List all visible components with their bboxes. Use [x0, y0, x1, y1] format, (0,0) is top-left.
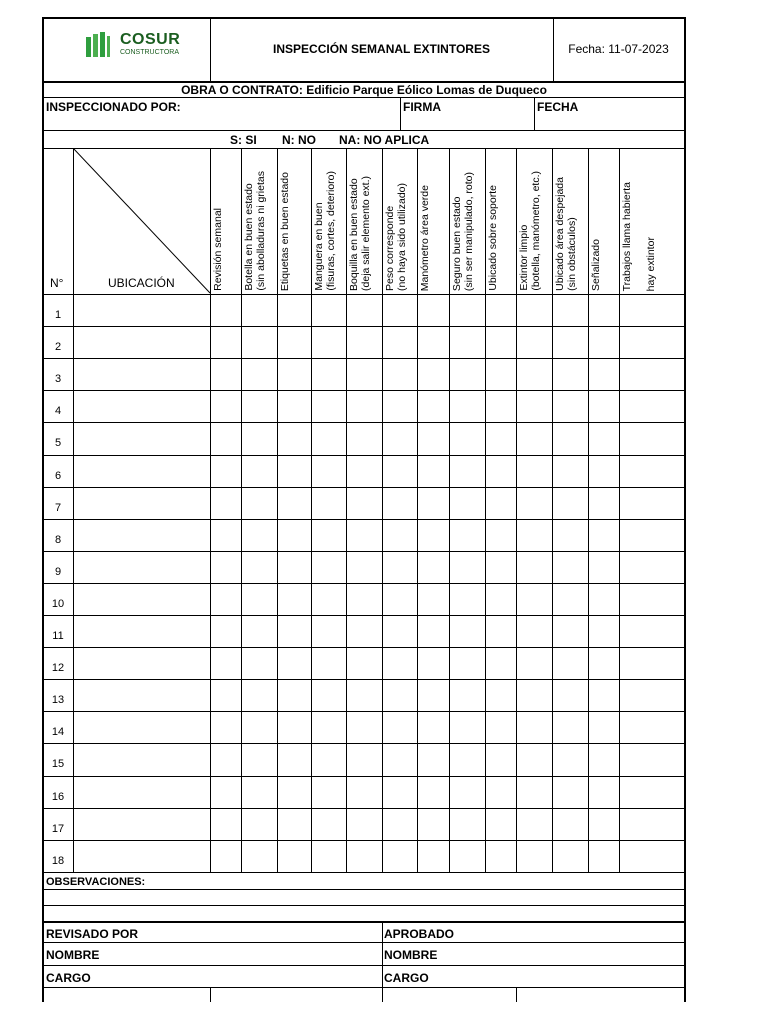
role-right-label: CARGO [384, 971, 429, 985]
approved-label: APROBADO [384, 927, 455, 941]
header-diagonal [73, 148, 211, 294]
table-row[interactable] [43, 744, 685, 774]
company-logo [84, 31, 194, 61]
table-row[interactable] [43, 423, 685, 453]
header-date: Fecha: 11-07-2023 [568, 42, 669, 56]
table-row-number: 5 [54, 437, 62, 450]
role-left-label: CARGO [46, 971, 91, 985]
table-row-number: 4 [54, 405, 62, 418]
table-row-number: 16 [51, 790, 65, 803]
table-row[interactable] [43, 391, 685, 421]
table-row[interactable] [43, 327, 685, 357]
table-row[interactable] [43, 520, 685, 550]
table-row-number: 12 [51, 662, 65, 675]
column-header: Seguro buen estado (sin ser manipulado, roto) [451, 171, 475, 291]
location-header: UBICACIÓN [108, 276, 175, 290]
table-row[interactable] [43, 488, 685, 518]
legend-na: NA: NO APLICA [339, 133, 430, 147]
table-row-number: 11 [52, 630, 64, 642]
table-row-number: 18 [51, 854, 65, 867]
logo-subtitle: CONSTRUCTORA [120, 49, 179, 56]
name-right-label: NOMBRE [384, 948, 438, 962]
table-row-number: 7 [54, 501, 62, 514]
table-row-number: 10 [51, 597, 65, 610]
table-row[interactable] [43, 552, 685, 582]
reviewed-by-label: REVISADO POR [46, 927, 139, 941]
column-header: Extintor limpio (botella, manómetro, etc.) [518, 171, 542, 291]
column-header: Manómetro área verde [419, 184, 431, 291]
legend-si: S: SI [230, 133, 257, 147]
table-row[interactable] [43, 648, 685, 678]
table-row-number: 2 [54, 341, 62, 354]
table-row-number: 17 [51, 822, 65, 835]
column-header: Ubicado sobre soporte [487, 185, 499, 291]
column-header: Peso corresponde (no haya sido utilizado) [384, 183, 408, 291]
column-header: Revisión semanal [212, 208, 224, 291]
table-row-number: 1 [54, 309, 62, 321]
logo-building-icon [84, 31, 112, 59]
inspected-by-label: INSPECCIONADO POR: [46, 100, 181, 114]
table-row[interactable] [43, 295, 685, 325]
table-row[interactable] [43, 777, 685, 807]
table-row-number: 15 [51, 758, 65, 771]
table-row[interactable] [43, 680, 685, 710]
logo-name: COSUR [120, 31, 181, 48]
column-header: Señalizado [590, 239, 602, 291]
table-row[interactable] [43, 584, 685, 614]
column-header: Trabajos llama habierta hay extintor [621, 181, 657, 291]
signature-label: FIRMA [403, 100, 441, 114]
table-row[interactable] [43, 616, 685, 646]
table-row-number: 14 [51, 726, 65, 739]
table-row-number: 13 [51, 694, 65, 707]
column-header: Botella en buen estado (sin abolladuras ni grietas [243, 171, 267, 291]
observations-label: OBSERVACIONES: [46, 876, 146, 888]
table-row[interactable] [43, 809, 685, 839]
table-row-number: 6 [54, 469, 62, 482]
table-row[interactable] [43, 359, 685, 389]
contract-line: OBRA O CONTRATO: Edificio Parque Eólico Lomas de Duqueco [181, 83, 547, 97]
column-header: Boquilla en buen estado (deja salir elemento ext.) [348, 176, 372, 291]
column-header: Manguera en buen (fisuras, cortes, deterioro) [313, 171, 337, 291]
table-row-number: 3 [54, 373, 62, 386]
table-row-number: 8 [54, 533, 62, 546]
table-row-number: 9 [54, 565, 62, 578]
name-left-label: NOMBRE [46, 948, 100, 962]
document-title: INSPECCIÓN SEMANAL EXTINTORES [273, 42, 490, 56]
column-header: Ubicado área despejada (sin obstáculos) [554, 177, 578, 291]
column-header: Etiquetas en buen estado [279, 171, 291, 291]
table-row[interactable] [43, 841, 685, 871]
table-row[interactable] [43, 712, 685, 742]
num-header: N° [50, 276, 64, 290]
date-label: FECHA [537, 100, 579, 114]
legend-no: N: NO [282, 133, 316, 147]
table-row[interactable] [43, 456, 685, 486]
